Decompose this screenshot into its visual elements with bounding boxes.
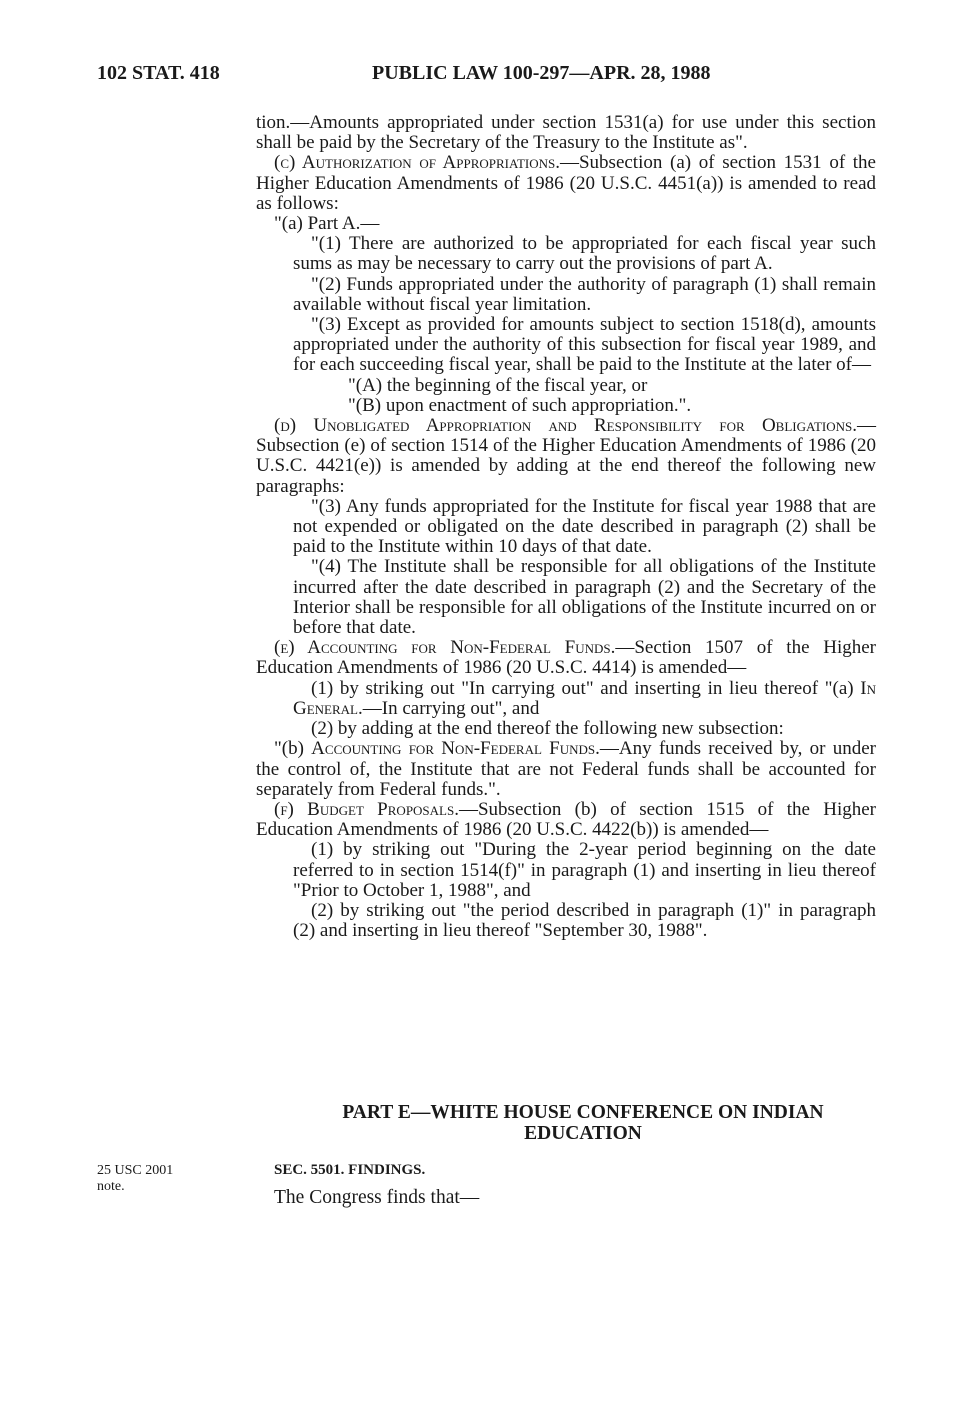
section-text: The Congress finds that—	[274, 1187, 480, 1208]
paragraph-text: —In carrying out", and	[362, 697, 540, 719]
paragraph-text: "(4) The Institute shall be responsible for all obligations of the Institute incurred after the date described in paragraph (2) and the Secretary of the Interior shall be responsible for all obligations of the Institute incurred on or before that date.	[293, 556, 876, 639]
margin-note	[97, 1163, 237, 1195]
subsection-e	[256, 638, 876, 678]
subsection-heading: (c) Authorization of Appropriations.	[274, 152, 560, 174]
amendment-2	[256, 719, 876, 739]
paragraph-text: "(3) Except as provided for amounts subject to section 1518(d), amounts appropriated under the authority of this subsection for fiscal year 1989, and for each succeeding fiscal year, shall be paid to the Institute at the later of—	[293, 314, 876, 376]
paragraph-text: "(a) Part A.—	[274, 213, 380, 235]
subsection-text: —Subsection (a) of section 1531 of the Higher Education Amendments of 1986 (20 U.S.C. 4451(a)) is amended to read as follows:	[256, 152, 876, 214]
paragraph-text: "(B) upon enactment of such appropriation.".	[348, 394, 692, 416]
body-text	[256, 113, 876, 941]
paragraph-text: (2) by adding at the end thereof the following new subsection:	[311, 718, 784, 740]
subsection-text: —Subsection (e) of section 1514 of the Higher Education Amendments of 1986 (20 U.S.C. 4421(e)) is amended by adding at the end thereof the following new paragraphs:	[256, 415, 876, 497]
quoted-part-a	[256, 214, 876, 234]
paragraph-text: (1) by striking out "During the 2-year period beginning on the date referred to in section 1514(f)" in paragraph (1) and inserting in lieu thereof "Prior to October 1, 1988", and	[293, 839, 876, 901]
stat-page-number: 102 STAT. 418	[97, 62, 220, 84]
part-heading-line: EDUCATION	[524, 1123, 642, 1144]
inline-heading: In General.	[293, 677, 876, 719]
paragraph-text: (2) by striking out "the period described in paragraph (1)" in paragraph (2) and inserting in lieu thereof "September 30, 1988".	[293, 899, 876, 942]
margin-note-line: note.	[97, 1179, 125, 1194]
amendment-f-2	[256, 901, 876, 941]
paragraph-text: "(A) the beginning of the fiscal year, or	[348, 374, 648, 396]
paragraph-text: "(3) Any funds appropriated for the Institute for fiscal year 1988 that are not expended or obligated on the date described in paragraph (2) shall be paid to the Institute within 10 days of that date.	[293, 495, 876, 558]
paragraph-2	[256, 275, 876, 315]
subsection-heading: (f) Budget Proposals.	[274, 798, 459, 820]
inline-heading: Accounting for Non-Federal Funds.	[311, 738, 600, 760]
paragraph-text: "(2) Funds appropriated under the authority of paragraph (1) shall remain available without fiscal year limitation.	[293, 273, 876, 315]
subparagraph-a	[256, 376, 876, 396]
paragraph-continuation	[256, 113, 876, 153]
paragraph-text: tion.—Amounts appropriated under section 1531(a) for use under this section shall be paid by the Secretary of the Treasury to the Institute as".	[256, 112, 876, 154]
public-law-title: PUBLIC LAW 100-297—APR. 28, 1988	[372, 62, 711, 84]
subparagraph-b	[256, 396, 876, 416]
section-heading: SEC. 5501. FINDINGS.	[274, 1162, 426, 1178]
subsection-d	[256, 416, 876, 497]
paragraph-3	[256, 315, 876, 376]
amendment-f-1	[256, 840, 876, 901]
subsection-text: —Section 1507 of the Higher Education Amendments of 1986 (20 U.S.C. 4414) is amended—	[256, 637, 876, 679]
page-header	[0, 62, 953, 88]
paragraph-text: —Any funds received by, or under the control of, the Institute that are not Federal funds shall be accounted for separately from Federal funds.".	[256, 738, 876, 800]
paragraph-text: "(b)	[274, 738, 312, 760]
subsection-heading: (d) Unobligated Appropriation and Responsibility for Obligations.	[274, 415, 857, 437]
paragraph-text: "(1) There are authorized to be appropriated for each fiscal year such sums as may be necessary to carry out the provisions of part A.	[293, 233, 876, 275]
paragraph-3-new	[256, 497, 876, 558]
subsection-heading: (e) Accounting for Non-Federal Funds.	[274, 637, 616, 659]
margin-note-line: 25 USC 2001	[97, 1163, 174, 1178]
part-heading	[298, 1102, 868, 1144]
new-subsection-b	[256, 739, 876, 800]
paragraph-1	[256, 234, 876, 274]
part-heading-line: PART E—WHITE HOUSE CONFERENCE ON INDIAN	[342, 1102, 824, 1123]
subsection-text: —Subsection (b) of section 1515 of the Higher Education Amendments of 1986 (20 U.S.C. 4422(b)) is amended—	[256, 798, 877, 841]
paragraph-text: (1) by striking out "In carrying out" and inserting in lieu thereof "(a)	[311, 677, 861, 699]
subsection-f	[256, 800, 876, 840]
paragraph-4-new	[256, 557, 876, 638]
subsection-c	[256, 153, 876, 214]
amendment-1	[256, 679, 876, 719]
